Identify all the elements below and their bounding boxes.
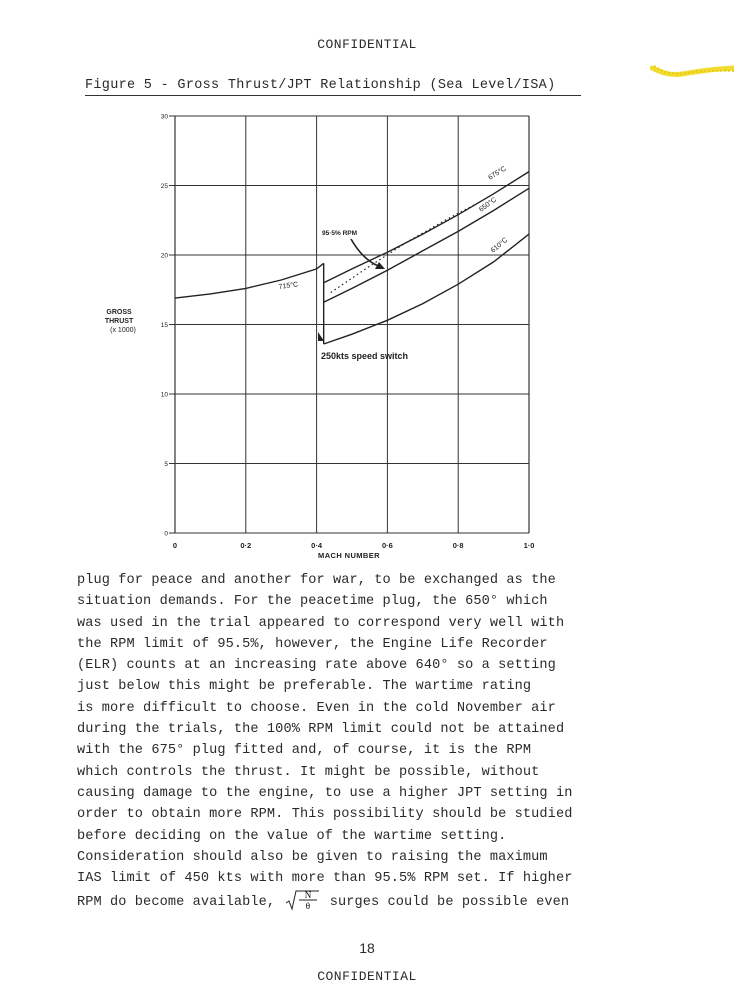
paragraph-line: is more difficult to choose. Even in the cold November air — [77, 700, 556, 716]
x-tick-label: 0·8 — [452, 541, 464, 550]
page-number: 18 — [359, 940, 375, 956]
series-line-1 — [324, 172, 529, 283]
x-tick-label: 1·0 — [523, 541, 535, 550]
x-tick-label: 0·4 — [311, 541, 323, 550]
paragraph-line: was used in the trial appeared to correspond very well with — [77, 615, 565, 631]
x-tick-label: 0·6 — [381, 541, 393, 550]
chart-labels — [105, 165, 509, 560]
paragraph-line: IAS limit of 450 kts with more than 95.5% RPM set. If higher — [77, 871, 573, 887]
chart-ticks — [161, 114, 535, 551]
figure-title-underline — [85, 95, 581, 96]
y-tick-label: 20 — [160, 252, 168, 260]
paragraph-last-line — [77, 889, 647, 913]
label-675c: 675°C — [487, 165, 508, 182]
y-tick-label: 15 — [160, 322, 168, 329]
formula-denominator: θ — [306, 901, 311, 912]
paragraph-line: situation demands. For the peacetime plug, the 650° which — [77, 594, 548, 610]
chart-grid — [169, 116, 529, 533]
paragraph-line: during the trials, the 100% RPM limit could not be attained — [77, 722, 565, 738]
y-tick-label: 5 — [164, 461, 168, 468]
y-tick-label: 0 — [164, 530, 168, 538]
footer-classification: CONFIDENTIAL — [317, 969, 417, 984]
figure-title: Figure 5 - Gross Thrust/JPT Relationship (Sea Level/ISA) — [85, 78, 556, 93]
header-classification: CONFIDENTIAL — [317, 37, 417, 52]
y-axis-label — [105, 309, 136, 334]
chart-series — [175, 172, 529, 344]
paragraph-line: with the 675° plug fitted and, of course, it is the RPM — [77, 743, 532, 759]
paragraph-line: (ELR) counts at an increasing rate above 640° so a setting — [77, 658, 556, 674]
paragraph-line: order to obtain more RPM. This possibility should be studied — [77, 807, 573, 823]
paragraph-line: the RPM limit of 95.5%, however, the Engine Life Recorder — [77, 636, 548, 652]
label-650c: 650°C — [478, 196, 498, 214]
paragraph-line: causing damage to the engine, to use a higher JPT setting in — [77, 785, 573, 801]
paragraph-lines — [77, 570, 647, 889]
body-text — [77, 570, 647, 914]
paragraph-line: just below this might be preferable. The wartime rating — [77, 679, 532, 695]
label-rpm: 95·5% RPM — [322, 230, 358, 237]
last-line-before: RPM do become available, — [77, 895, 276, 911]
label-715c: 715°C — [278, 281, 299, 291]
paragraph-line: Consideration should also be given to raising the maximum — [77, 849, 548, 865]
label-speed-switch: 250kts speed switch — [321, 351, 409, 361]
gross-thrust-chart — [95, 105, 555, 565]
x-tick-label: 0·2 — [240, 541, 252, 550]
y-tick-label: 30 — [160, 113, 168, 121]
yellow-thread-decoration — [650, 60, 734, 90]
last-line-after: surges could be possible even — [321, 895, 570, 911]
formula-numerator: N — [305, 890, 312, 901]
label-610c: 610°C — [489, 236, 510, 255]
x-axis-label: MACH NUMBER — [318, 551, 380, 560]
paragraph-line: before deciding on the value of the wartime setting. — [77, 828, 507, 844]
y-tick-label: 25 — [160, 183, 168, 190]
y-axis-label-line-3: (x 1000) — [110, 327, 136, 334]
y-tick-label: 10 — [160, 391, 168, 399]
y-axis-label-line-1: GROSS — [106, 309, 132, 316]
y-axis-label-line-2: THRUST — [104, 318, 134, 325]
paragraph-line: plug for peace and another for war, to be exchanged as the — [77, 573, 556, 588]
series-line-0 — [175, 263, 324, 298]
paragraph-line: which controls the thrust. It might be possible, without — [77, 764, 540, 780]
n-over-sqrt-theta-formula — [283, 889, 321, 911]
x-tick-label: 0 — [172, 541, 178, 550]
